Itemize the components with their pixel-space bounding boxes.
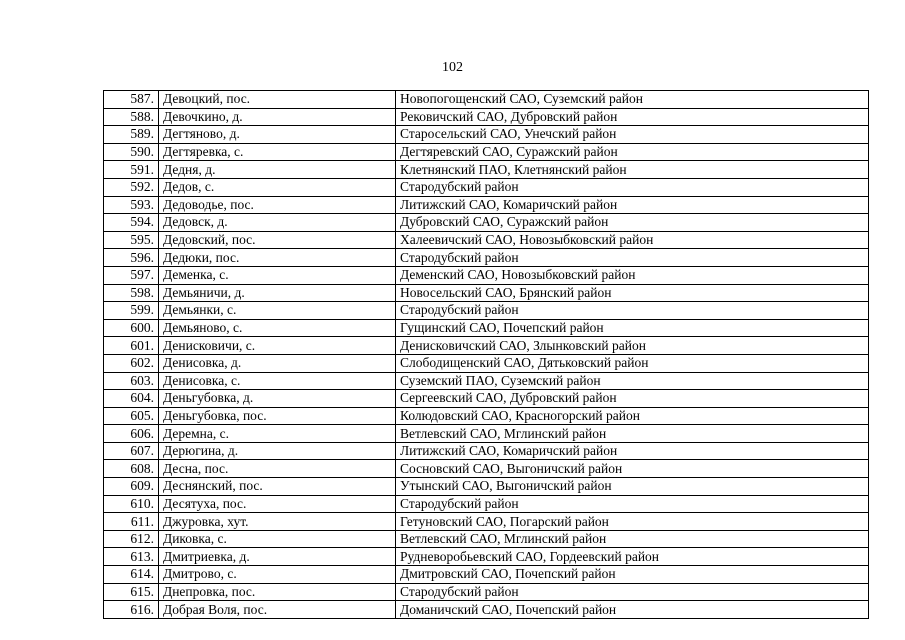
table-row	[104, 337, 869, 355]
settlement-name: Диковка, с.	[159, 530, 396, 548]
row-number: 588.	[104, 108, 159, 126]
table-row	[104, 249, 869, 267]
administrative-unit: Стародубский район	[396, 302, 869, 320]
settlement-name: Деснянский, пос.	[159, 478, 396, 496]
table-row	[104, 108, 869, 126]
table-row	[104, 513, 869, 531]
settlement-name: Дерюгина, д.	[159, 442, 396, 460]
row-number: 597.	[104, 266, 159, 284]
administrative-unit: Утынский САО, Выгоничский район	[396, 478, 869, 496]
settlement-name: Денисковичи, с.	[159, 337, 396, 355]
administrative-unit: Стародубский район	[396, 583, 869, 601]
row-number: 614.	[104, 566, 159, 584]
administrative-unit: Стародубский район	[396, 495, 869, 513]
administrative-unit: Литижский САО, Комаричский район	[396, 196, 869, 214]
table-row	[104, 354, 869, 372]
administrative-unit: Халеевичский САО, Новозыбковский район	[396, 231, 869, 249]
row-number: 610.	[104, 495, 159, 513]
administrative-unit: Ветлевский САО, Мглинский район	[396, 425, 869, 443]
table-row	[104, 390, 869, 408]
administrative-unit: Рудневоробьевский САО, Гордеевский район	[396, 548, 869, 566]
administrative-unit: Доманичский САО, Почепский район	[396, 601, 869, 619]
row-number: 589.	[104, 126, 159, 144]
table-row	[104, 231, 869, 249]
administrative-unit: Гетуновский САО, Погарский район	[396, 513, 869, 531]
table-row	[104, 495, 869, 513]
row-number: 603.	[104, 372, 159, 390]
row-number: 609.	[104, 478, 159, 496]
administrative-unit: Деменский САО, Новозыбковский район	[396, 266, 869, 284]
row-number: 608.	[104, 460, 159, 478]
row-number: 598.	[104, 284, 159, 302]
settlement-name: Добрая Воля, пос.	[159, 601, 396, 619]
administrative-unit: Рековичский САО, Дубровский район	[396, 108, 869, 126]
table-row	[104, 548, 869, 566]
administrative-unit: Новопогощенский САО, Суземский район	[396, 91, 869, 109]
administrative-unit: Стародубский район	[396, 178, 869, 196]
administrative-unit: Литижский САО, Комаричский район	[396, 442, 869, 460]
settlement-name: Дедовский, пос.	[159, 231, 396, 249]
row-number: 607.	[104, 442, 159, 460]
table-row	[104, 91, 869, 109]
table-row	[104, 407, 869, 425]
row-number: 613.	[104, 548, 159, 566]
settlement-name: Дмитриевка, д.	[159, 548, 396, 566]
settlement-name: Дегтяново, д.	[159, 126, 396, 144]
settlement-name: Десятуха, пос.	[159, 495, 396, 513]
settlement-name: Дедюки, пос.	[159, 249, 396, 267]
settlement-name: Десна, пос.	[159, 460, 396, 478]
settlement-name: Денисовка, д.	[159, 354, 396, 372]
administrative-unit: Новосельский САО, Брянский район	[396, 284, 869, 302]
table-row	[104, 126, 869, 144]
table-row	[104, 460, 869, 478]
administrative-unit: Дмитровский САО, Почепский район	[396, 566, 869, 584]
settlement-name: Денисовка, с.	[159, 372, 396, 390]
table-row	[104, 478, 869, 496]
administrative-unit: Ветлевский САО, Мглинский район	[396, 530, 869, 548]
row-number: 612.	[104, 530, 159, 548]
table-row	[104, 601, 869, 619]
table-row	[104, 266, 869, 284]
page-number: 102	[442, 60, 463, 75]
table-row	[104, 442, 869, 460]
row-number: 599.	[104, 302, 159, 320]
row-number: 590.	[104, 143, 159, 161]
row-number: 594.	[104, 214, 159, 232]
administrative-unit: Слободищенский САО, Дятьковский район	[396, 354, 869, 372]
table-row	[104, 284, 869, 302]
settlement-name: Джуровка, хут.	[159, 513, 396, 531]
row-number: 593.	[104, 196, 159, 214]
administrative-unit: Сосновский САО, Выгоничский район	[396, 460, 869, 478]
settlement-name: Девоцкий, пос.	[159, 91, 396, 109]
settlement-name: Демьяничи, д.	[159, 284, 396, 302]
table-row	[104, 302, 869, 320]
table-row	[104, 583, 869, 601]
row-number: 606.	[104, 425, 159, 443]
administrative-unit: Гущинский САО, Почепский район	[396, 319, 869, 337]
administrative-unit: Дегтяревский САО, Суражский район	[396, 143, 869, 161]
row-number: 616.	[104, 601, 159, 619]
settlement-name: Дедов, с.	[159, 178, 396, 196]
administrative-unit: Стародубский район	[396, 249, 869, 267]
table-row	[104, 566, 869, 584]
administrative-unit: Колюдовский САО, Красногорский район	[396, 407, 869, 425]
row-number: 602.	[104, 354, 159, 372]
row-number: 611.	[104, 513, 159, 531]
administrative-unit: Старосельский САО, Унечский район	[396, 126, 869, 144]
row-number: 601.	[104, 337, 159, 355]
table-row	[104, 161, 869, 179]
settlement-name: Дедоводье, пос.	[159, 196, 396, 214]
settlement-name: Деменка, с.	[159, 266, 396, 284]
settlement-name: Демьяново, с.	[159, 319, 396, 337]
row-number: 604.	[104, 390, 159, 408]
settlement-name: Дегтяревка, с.	[159, 143, 396, 161]
administrative-unit: Дубровский САО, Суражский район	[396, 214, 869, 232]
row-number: 605.	[104, 407, 159, 425]
table-row	[104, 178, 869, 196]
settlement-name: Дмитрово, с.	[159, 566, 396, 584]
table-row	[104, 319, 869, 337]
table-row	[104, 196, 869, 214]
administrative-unit: Денисковичский САО, Злынковский район	[396, 337, 869, 355]
administrative-unit: Суземский ПАО, Суземский район	[396, 372, 869, 390]
settlement-name: Деньгубовка, д.	[159, 390, 396, 408]
table-row	[104, 530, 869, 548]
table-row	[104, 425, 869, 443]
settlement-name: Девочкино, д.	[159, 108, 396, 126]
settlement-name: Дедовск, д.	[159, 214, 396, 232]
table-row	[104, 143, 869, 161]
table-body	[104, 91, 869, 619]
administrative-unit: Клетнянский ПАО, Клетнянский район	[396, 161, 869, 179]
row-number: 600.	[104, 319, 159, 337]
row-number: 587.	[104, 91, 159, 109]
table-row	[104, 214, 869, 232]
settlement-name: Дедня, д.	[159, 161, 396, 179]
administrative-unit: Сергеевский САО, Дубровский район	[396, 390, 869, 408]
row-number: 615.	[104, 583, 159, 601]
row-number: 595.	[104, 231, 159, 249]
row-number: 591.	[104, 161, 159, 179]
settlements-table	[103, 90, 869, 619]
settlement-name: Днепровка, пос.	[159, 583, 396, 601]
table-row	[104, 372, 869, 390]
row-number: 596.	[104, 249, 159, 267]
settlement-name: Деремна, с.	[159, 425, 396, 443]
settlement-name: Деньгубовка, пос.	[159, 407, 396, 425]
settlement-name: Демьянки, с.	[159, 302, 396, 320]
row-number: 592.	[104, 178, 159, 196]
